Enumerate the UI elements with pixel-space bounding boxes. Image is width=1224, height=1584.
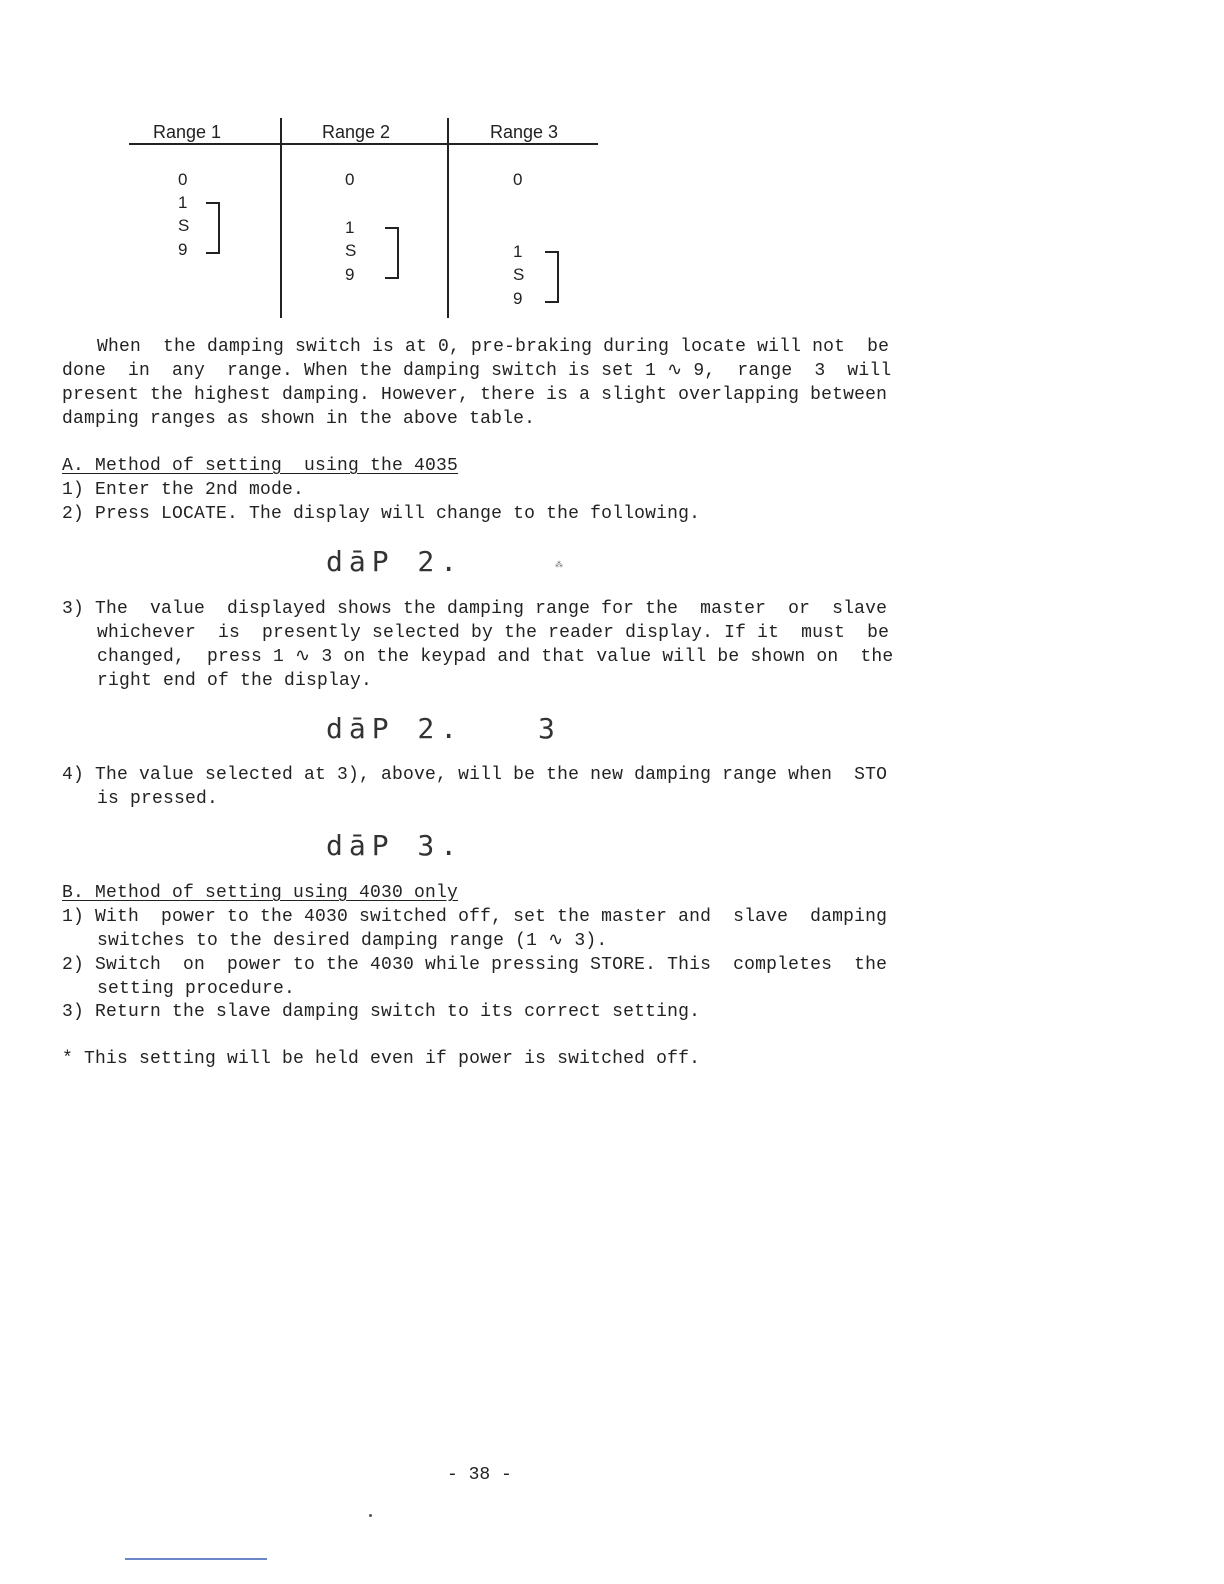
intro-line-1: When the damping switch is at 0, pre-braking during locate will not be — [97, 337, 890, 357]
range-3-bracket — [545, 251, 559, 303]
footnote: * This setting will be held even if power is switched off. — [62, 1049, 701, 1069]
section-a-step-4-line-1: 4) The value selected at 3), above, will be the new damping range when STO — [62, 765, 888, 785]
range-2-high: 9 — [345, 265, 355, 284]
range-3-low: 1 — [513, 242, 523, 261]
range-3-zero: 0 — [513, 170, 523, 189]
section-b-step-2-line-1: 2) Switch on power to the 4030 while pressing STORE. This completes the — [62, 955, 888, 975]
range-2-low: 1 — [345, 218, 355, 237]
range-1-header: Range 1 — [153, 122, 222, 142]
range-1-zero: 0 — [178, 170, 188, 189]
section-b-step-1-line-1: 1) With power to the 4030 switched off, set the master and slave damping — [62, 907, 888, 927]
range-3-high: 9 — [513, 289, 523, 308]
range-1-low: 1 — [178, 193, 188, 212]
intro-line-4: damping ranges as shown in the above table. — [62, 409, 536, 429]
section-a-step-4-line-2: is pressed. — [97, 789, 219, 809]
section-a-step-3-line-4: right end of the display. — [97, 671, 373, 691]
range-2-zero: 0 — [345, 170, 355, 189]
page-number: - 38 - — [447, 1465, 512, 1485]
range-2-bracket — [385, 227, 399, 279]
section-a-heading: A. Method of setting using the 4035 — [62, 456, 459, 476]
range-2-header: Range 2 — [322, 122, 391, 142]
range-2-mid: S — [345, 241, 357, 260]
range-3-header: Range 3 — [490, 122, 559, 142]
section-b-step-3: 3) Return the slave damping switch to its correct setting. — [62, 1002, 701, 1022]
range-1-high: 9 — [178, 240, 188, 259]
lcd-display-3: dāP 3. — [326, 829, 464, 862]
section-a-step-3-line-1: 3) The value displayed shows the damping range for the master or slave — [62, 599, 888, 619]
lcd-display-1: dāP 2. — [326, 545, 464, 578]
section-b-heading: B. Method of setting using 4030 only — [62, 883, 459, 903]
range-1-bracket — [206, 202, 220, 254]
lcd-display-1-mark: ⁂ — [555, 561, 563, 570]
scan-speck — [369, 1514, 372, 1517]
range-3-mid: S — [513, 265, 525, 284]
scan-edge-line — [125, 1558, 267, 1560]
section-b-step-2-line-2: setting procedure. — [97, 979, 296, 999]
table-divider-1 — [280, 118, 282, 318]
lcd-display-2: dāP 2. — [326, 712, 464, 745]
section-b-step-1-line-2: switches to the desired damping range (1 ∿ 3). — [97, 931, 608, 951]
table-divider-2 — [447, 118, 449, 318]
intro-line-2: done in any range. When the damping switch is set 1 ∿ 9, range 3 will — [62, 361, 892, 381]
intro-line-3: present the highest damping. However, there is a slight overlapping between — [62, 385, 888, 405]
section-a-step-1: 1) Enter the 2nd mode. — [62, 480, 305, 500]
range-1-mid: S — [178, 216, 190, 235]
table-header-rule — [129, 143, 598, 145]
section-a-step-3-line-3: changed, press 1 ∿ 3 on the keypad and that value will be shown on the — [97, 647, 894, 667]
section-a-step-2: 2) Press LOCATE. The display will change to the following. — [62, 504, 701, 524]
lcd-display-2-value: 3 — [538, 712, 555, 745]
section-a-step-3-line-2: whichever is presently selected by the reader display. If it must be — [97, 623, 890, 643]
